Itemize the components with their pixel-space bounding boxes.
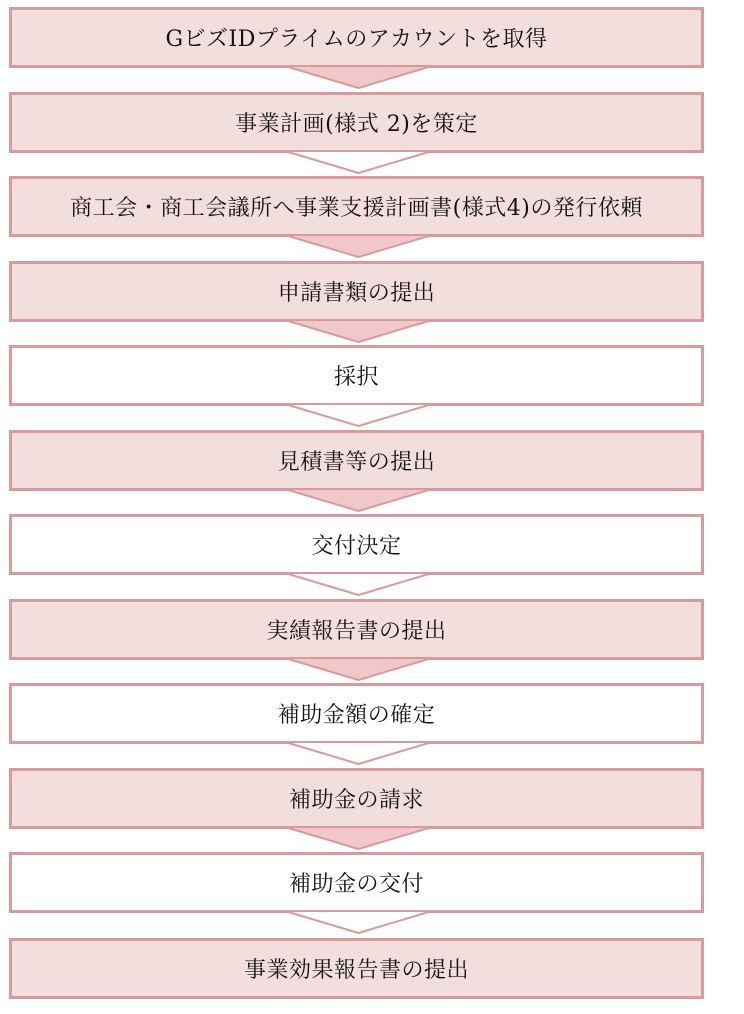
step-label: 補助金額の確定 bbox=[277, 703, 436, 728]
down-arrow-1 bbox=[285, 66, 432, 88]
step-label: 補助金の請求 bbox=[288, 788, 424, 813]
step-performance-report bbox=[9, 599, 704, 660]
step-application-submission bbox=[9, 261, 704, 322]
down-arrow-6 bbox=[285, 489, 432, 511]
step-effect-report bbox=[9, 938, 704, 999]
step-subsidy-claim bbox=[9, 768, 704, 829]
step-label: 補助金の交付 bbox=[288, 872, 424, 897]
step-quote-submission bbox=[9, 430, 704, 491]
step-adoption bbox=[9, 345, 704, 406]
step-label: 実績報告書の提出 bbox=[266, 619, 447, 644]
down-arrow-8 bbox=[285, 658, 432, 680]
step-label: 事業効果報告書の提出 bbox=[243, 958, 469, 983]
step-subsidy-payment bbox=[9, 852, 704, 913]
down-arrow-7 bbox=[285, 573, 432, 595]
down-arrow-4 bbox=[285, 320, 432, 342]
step-gbizid-account bbox=[9, 7, 704, 68]
down-arrow-10 bbox=[285, 827, 432, 849]
step-label: 申請書類の提出 bbox=[277, 281, 436, 306]
step-label: 交付決定 bbox=[311, 534, 402, 559]
down-arrow-2 bbox=[285, 151, 432, 173]
down-arrow-3 bbox=[285, 235, 432, 257]
step-grant-decision bbox=[9, 514, 704, 575]
step-support-plan-request bbox=[9, 176, 704, 237]
down-arrow-11 bbox=[285, 911, 432, 933]
step-label: 採択 bbox=[333, 365, 379, 390]
step-business-plan bbox=[9, 92, 704, 153]
step-label: GビズIDプライムのアカウントを取得 bbox=[165, 27, 548, 52]
down-arrow-5 bbox=[285, 404, 432, 426]
step-label: 商工会・商工会議所へ事業支援計画書(様式4)の発行依頼 bbox=[70, 196, 643, 221]
step-amount-confirmation bbox=[9, 683, 704, 744]
step-label: 事業計画(様式 2)を策定 bbox=[235, 112, 478, 137]
step-label: 見積書等の提出 bbox=[277, 450, 436, 475]
down-arrow-9 bbox=[285, 742, 432, 764]
